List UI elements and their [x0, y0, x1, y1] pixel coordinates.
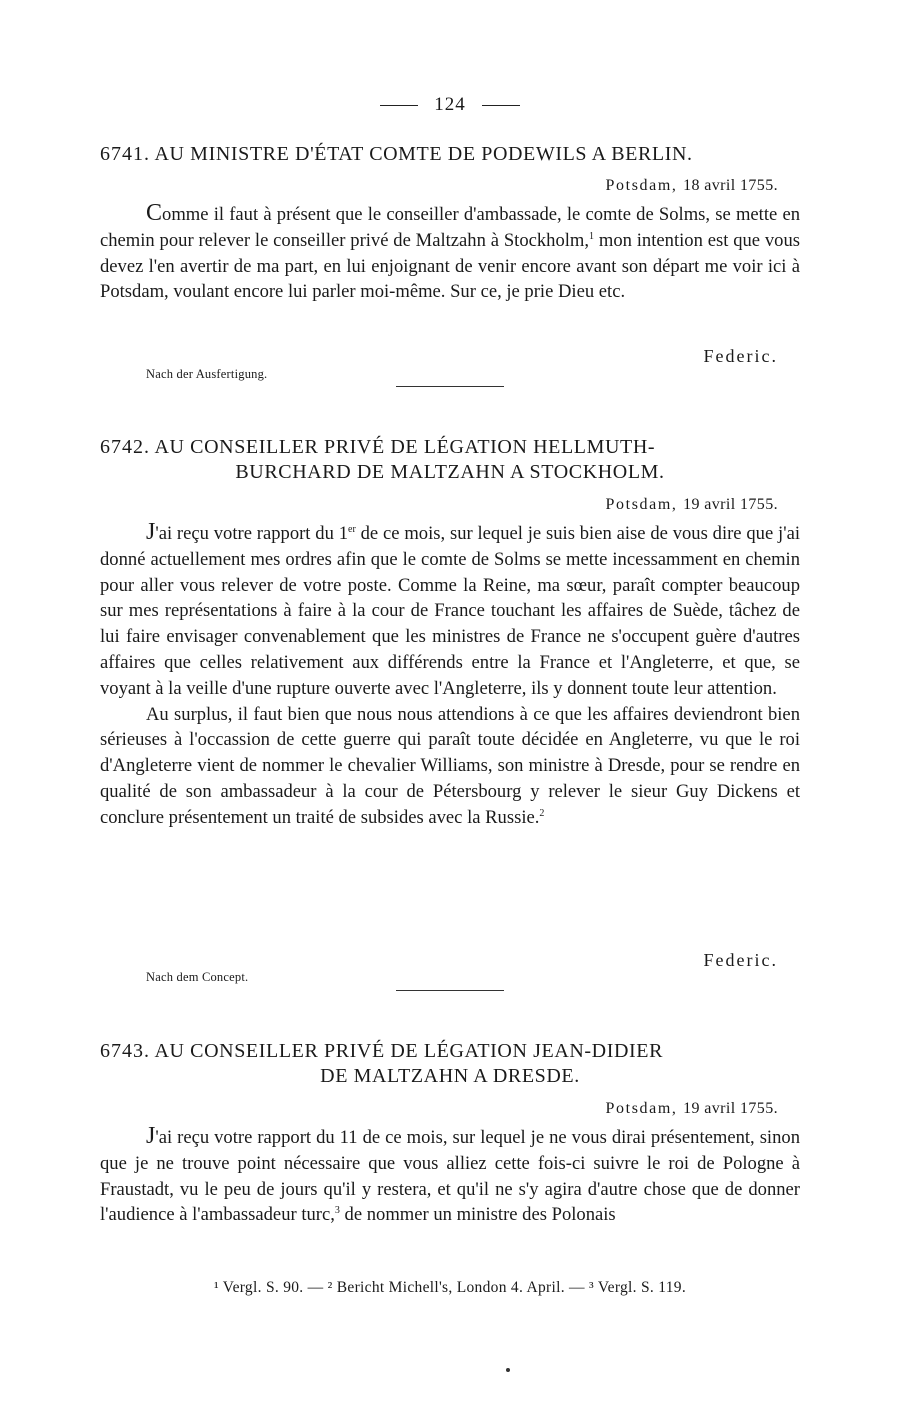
letter-body — [100, 201, 800, 305]
paragraph: Au surplus, il faut bien que nous nous attendions à ce que les affaires deviendront bien sérieuses à l'occassion de cette guerre qui paraît toute décidée en Angleterre, vu que le roi d'Angleterre vient de nommer le chevalier Williams, son ministre à Dresde, pour se rendre en qualité de son ambassadeur à la cour de Pétersbourg y relever le sieur Guy Dickens et conclure présentement un traité de subsides avec la Russie.$^2$ — [100, 703, 800, 828]
paragraph: J'ai reçu votre rapport du 11 de ce mois, sur lequel je ne vous dirai présentement, sinon que je ne trouve point nécessaire que vous alliez cette fois-ci suivre le roi de Pologne à Fraustadt, vu le peu de jours qu'il y restera, et qu'il ne s'y agira d'autre chose que de donner l'audience à l'ambassadeur turc,$^3$ de nommer un ministre des Polonais — [100, 1123, 800, 1226]
letter-heading — [100, 142, 800, 167]
footnote-ref: 2 — [539, 807, 545, 819]
footnote-ref: 1 — [589, 230, 595, 242]
page-number-rule-right — [482, 105, 520, 106]
dateline: Potsdam, 19 avril 1755. — [605, 496, 778, 513]
paragraph: J'ai reçu votre rapport du 1er de ce mois, sur lequel je suis bien aise de vous dire que j'ai donné actuellement mes ordres afin que le comte de Solms se mette incessamment en chemin pour aller vous relever de votre poste. Comme la Reine, ma sœur, paraît compter beaucoup sur mes représentations à faire à la cour de France touchant les affaires de Suède, tâchez de lui faire envisager convenablement que les ministres de France ne s'occupent guère d'autres affaires que celles relativement aux différends entre la France et l'Angleterre, et que, se voyant à la veille d'une rupture ouverte avec l'Angleterre, ils y donnent toute leur attention. — [100, 519, 800, 699]
divider — [396, 990, 504, 991]
footnote-ref: 3 — [334, 1205, 340, 1217]
letter-number: 6741. — [100, 143, 150, 165]
letter-body — [100, 1124, 800, 1228]
signature: Federic. — [703, 950, 778, 970]
paragraph: Comme il faut à présent que le conseiller d'ambassade, le comte de Solms, se mette en chemin pour relever le conseiller privé de Maltzahn à Stockholm,$^1$ mon intention est que vous devez l'en avertir de ma part, en lui enjoignant de venir encore avant son départ me voir ici à Potsdam, voulant encore lui parler moi-même. Sur ce, je prie Dieu etc. — [100, 200, 800, 303]
letter-heading-text: AU MINISTRE D'ÉTAT COMTE DE PODEWILS A BERLIN. — [154, 143, 693, 165]
source-note: Nach dem Concept. — [146, 970, 249, 984]
letter-number: 6742. — [100, 436, 150, 458]
letter-heading — [100, 1039, 800, 1089]
page-number-rule-left — [380, 105, 418, 106]
letter-heading-text-cont: DE MALTZAHN A DRESDE. — [320, 1065, 580, 1087]
divider — [396, 386, 504, 387]
page-number: 124 — [0, 94, 900, 116]
superscript: er — [348, 524, 356, 535]
letter-body — [100, 520, 800, 831]
dateline: Potsdam, 19 avril 1755. — [605, 1100, 778, 1117]
ink-dot — [506, 1368, 510, 1372]
source-note: Nach der Ausfertigung. — [146, 367, 268, 381]
letter-number: 6743. — [100, 1040, 150, 1062]
letter-heading — [100, 435, 800, 485]
letter-heading-text-cont: BURCHARD DE MALTZAHN A STOCKHOLM. — [235, 461, 665, 483]
dateline: Potsdam, 18 avril 1755. — [605, 177, 778, 194]
signature: Federic. — [703, 346, 778, 366]
letter-heading-text: AU CONSEILLER PRIVÉ DE LÉGATION HELLMUTH- — [154, 436, 656, 458]
footnotes: ¹ Vergl. S. 90. — ² Bericht Michell's, London 4. April. — ³ Vergl. S. 119. — [213, 1279, 687, 1296]
letter-heading-text: AU CONSEILLER PRIVÉ DE LÉGATION JEAN-DIDIER — [154, 1040, 664, 1062]
